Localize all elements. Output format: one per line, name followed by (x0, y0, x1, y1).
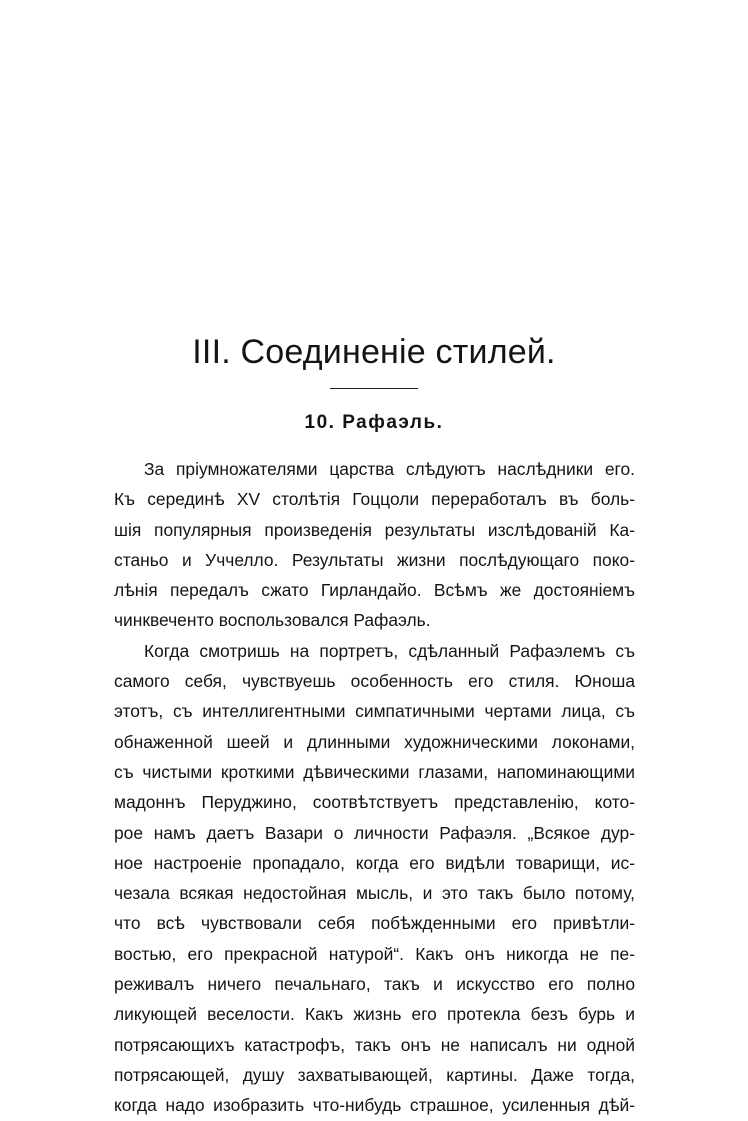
text-line: обнаженной шеей и длинными художническими локонами, (114, 731, 635, 752)
text-line: этотъ, съ интеллигентными симпатичными чертами лица, съ (114, 701, 635, 722)
body-text (114, 454, 635, 1121)
text-line: потрясающей, душу захватывающей, картины. Даже тогда, (114, 1064, 635, 1085)
text-line: чезала всякая недостойная мысль, и это такъ было потому, (114, 883, 635, 904)
text-line: реживалъ ничего печальнаго, такъ и искусство его полно (114, 974, 635, 995)
text-line: лѣнія передалъ сжато Гирландайо. Всѣмъ же достояніемъ (114, 580, 635, 601)
text-line: Когда смотришь на портретъ, сдѣланный Рафаэлемъ съ (144, 640, 635, 661)
text-line: что всѣ чувствовали себя побѣжденными его привѣтли- (114, 913, 635, 934)
text-line: мадоннъ Перуджино, соотвѣтствуетъ представленію, кото- (114, 792, 635, 813)
text-line: Къ серединѣ XV столѣтія Гоццоли переработалъ въ боль- (114, 489, 635, 510)
text-line: чинквеченто воспользовался Рафаэль. (114, 610, 431, 631)
text-line: потрясающихъ катастрофъ, такъ онъ не написалъ ни одной (114, 1034, 635, 1055)
text-line: шія популярныя произведенія результаты изслѣдованій Ка- (114, 519, 635, 540)
text-line: съ чистыми кроткими дѣвическими глазами, напоминающими (114, 761, 635, 782)
text-line: ликующей веселости. Какъ жизнь его протекла безъ бурь и (114, 1004, 635, 1025)
text-line: рое намъ даетъ Вазари о личности Рафаэля. „Всякое дур- (114, 822, 635, 843)
text-line: станьо и Уччелло. Результаты жизни послѣдующаго поко- (114, 549, 635, 570)
title-divider (330, 388, 418, 389)
text-line: самого себя, чувствуешь особенность его стиля. Юноша (114, 671, 635, 692)
text-line: когда надо изобразить что-нибудь страшное, усиленныя дѣй- (114, 1095, 635, 1116)
text-line: ное настроеніе пропадало, когда его видѣли товарищи, ис- (114, 852, 635, 873)
text-line: За пріумножателями царства слѣдуютъ наслѣдники его. (144, 459, 635, 479)
section-title: 10. Рафаэль. (304, 412, 444, 433)
text-line: востью, его прекрасной натурой“. Какъ онъ никогда не пе- (114, 943, 635, 964)
chapter-title: III. Соединеніе стилей. (192, 333, 556, 371)
